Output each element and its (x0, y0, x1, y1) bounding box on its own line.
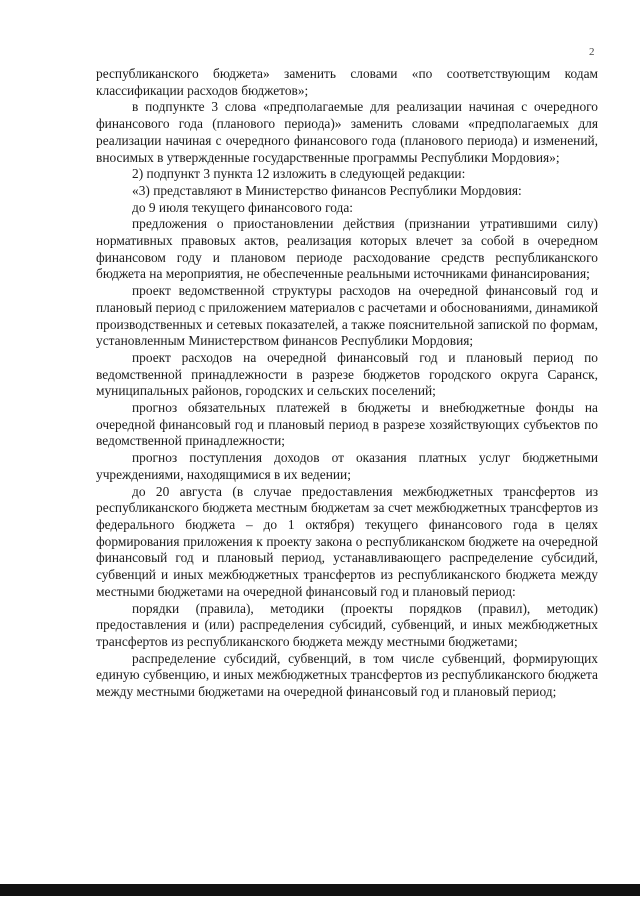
document-body (96, 66, 598, 701)
paragraph-8: проект расходов на очередной финансовый год и плановый период по ведомственной принадлежности в разрезе бюджетов городского округа Саранск, муниципальных районов, городских и сельских поселений; (96, 349, 598, 399)
paragraph-13: распределение субсидий, субвенций, в том числе субвенций, формирующих единую субвенцию, и иных межбюджетных трансфертов из республиканского бюджета между местными бюджетами на очередной финансовый год и плановый период; (96, 650, 598, 700)
paragraph-12: порядки (правила), методики (проекты порядков (правил), методик) предоставления и (или) распределения субсидий, субвенций, и иных межбюджетных трансфертов из республиканского бюджета между местными бюджетами; (96, 600, 598, 649)
paragraph-3: 2) подпункт 3 пункта 12 изложить в следующей редакции: (132, 166, 466, 182)
paragraph-1: республиканского бюджета» заменить словами «по соответствующим кодам классификации расходов бюджетов»; (96, 66, 598, 98)
paragraph-5: до 9 июля текущего финансового года: (132, 199, 354, 215)
page-number: 2 (589, 46, 595, 58)
scan-bottom-edge (0, 884, 640, 896)
paragraph-4: «3) представляют в Министерство финансов Республики Мордовия: (132, 182, 522, 198)
paragraph-9: прогноз обязательных платежей в бюджеты и внебюджетные фонды на очередной финансовый год и плановый период в разрезе хозяйствующих субъектов по ведомственной принадлежности; (96, 400, 598, 449)
paragraph-10: прогноз поступления доходов от оказания платных услуг бюджетными учреждениями, находящимися в их ведении; (96, 450, 598, 482)
paragraph-2: в подпункте 3 слова «предполагаемые для реализации начиная с очередного финансового года (планового периода)» заменить словами «предполагаемых для реализации начиная с очередного финансового года (планового периода) и изменений, вносимых в утвержденные государственные программы Республики Мордовия»; (96, 99, 598, 165)
paragraph-7: проект ведомственной структуры расходов на очередной финансовый год и плановый период с приложением материалов с расчетами и обоснованиями, динамикой производственных и сетевых показателей, а также пояснительной запиской по формам, установленным Министерством финансов Республики Мордовия; (96, 283, 598, 349)
paragraph-11: до 20 августа (в случае предоставления межбюджетных трансфертов из республиканского бюджета местным бюджетам за счет межбюджетных трансфертов из федерального бюджета – до 1 октября) текущего финансового года в целях формирования приложения к проекту закона о республиканском бюджете на очередной финансовый год и плановый период, устанавливающего распределение субсидий, субвенций и иных межбюджетных трансфертов из республиканского бюджета между местными бюджетами на очередной финансовый год и плановый период: (96, 483, 598, 599)
paragraph-6: предложения о приостановлении действия (признании утратившими силу) нормативных правовых актов, реализация которых влечет за собой в очередном финансовом году и плановом периоде расходование средств республиканского бюджета на мероприятия, не обеспеченные реальными источниками финансирования; (96, 216, 598, 282)
